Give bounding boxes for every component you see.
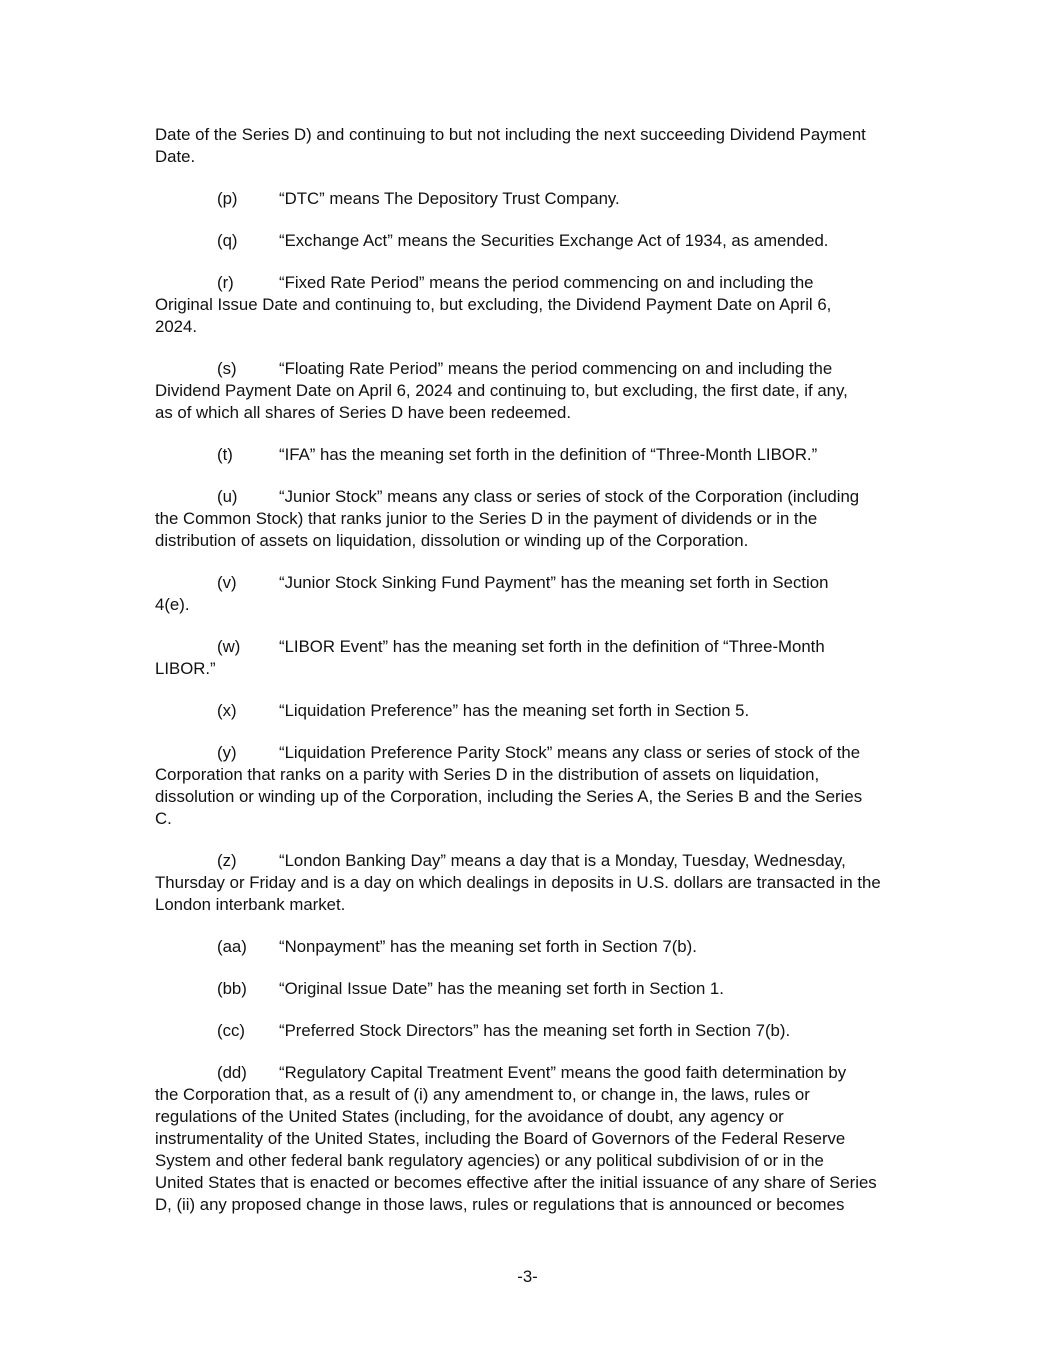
definition-item — [155, 850, 903, 916]
text-line: Corporation that ranks on a parity with Series D in the distribution of assets on liquidation, — [155, 765, 820, 784]
definition-first-line — [155, 636, 903, 658]
item-number: (w) — [217, 637, 241, 656]
definition-item — [155, 572, 903, 616]
definition-item — [155, 1020, 903, 1042]
definition-first-line — [155, 486, 903, 508]
text-line: the Corporation that, as a result of (i) any amendment to, or change in, the laws, rules or — [155, 1085, 810, 1104]
intro-paragraph — [155, 124, 903, 168]
item-number: (z) — [217, 851, 237, 870]
page-number: -3- — [517, 1267, 538, 1286]
text-line: 2024. — [155, 317, 197, 336]
definition-text: “Fixed Rate Period” means the period commencing on and including the — [279, 273, 814, 292]
definition-text: “Preferred Stock Directors” has the meaning set forth in Section 7(b). — [279, 1021, 791, 1040]
definition-item — [155, 1062, 903, 1216]
definition-item — [155, 486, 903, 552]
text-line: United States that is enacted or becomes effective after the initial issuance of any share of Series — [155, 1173, 877, 1192]
definition-first-line — [155, 444, 903, 466]
definition-item — [155, 188, 903, 210]
definition-item — [155, 978, 903, 1000]
definition-text: “London Banking Day” means a day that is a Monday, Tuesday, Wednesday, — [279, 851, 846, 870]
text-line: Date. — [155, 147, 196, 166]
definition-item — [155, 230, 903, 252]
definition-first-line — [155, 742, 903, 764]
definition-first-line — [155, 1062, 903, 1084]
definition-item — [155, 358, 903, 424]
definition-text: “LIBOR Event” has the meaning set forth in the definition of “Three-Month — [279, 637, 825, 656]
text-line: Date of the Series D) and continuing to but not including the next succeeding Dividend Payment — [155, 125, 866, 144]
definition-text: “DTC” means The Depository Trust Company. — [279, 189, 620, 208]
definition-item — [155, 742, 903, 830]
item-number: (p) — [217, 189, 238, 208]
definition-first-line — [155, 230, 903, 252]
definition-first-line — [155, 700, 903, 722]
definition-item — [155, 636, 903, 680]
definition-first-line — [155, 572, 903, 594]
text-line: 4(e). — [155, 595, 190, 614]
definition-first-line — [155, 978, 903, 1000]
definition-list — [155, 188, 903, 1216]
definition-item — [155, 936, 903, 958]
definition-text: “Exchange Act” means the Securities Exchange Act of 1934, as amended. — [279, 231, 829, 250]
text-line: distribution of assets on liquidation, dissolution or winding up of the Corporation. — [155, 531, 749, 550]
definition-first-line — [155, 1020, 903, 1042]
definition-text: “IFA” has the meaning set forth in the definition of “Three-Month LIBOR.” — [279, 445, 818, 464]
text-line: Dividend Payment Date on April 6, 2024 and continuing to, but excluding, the first date, if any, — [155, 381, 848, 400]
document-body — [155, 124, 903, 1236]
text-line: as of which all shares of Series D have been redeemed. — [155, 403, 572, 422]
text-line: regulations of the United States (including, for the avoidance of doubt, any agency or — [155, 1107, 784, 1126]
definition-text: “Liquidation Preference” has the meaning set forth in Section 5. — [279, 701, 750, 720]
definition-first-line — [155, 272, 903, 294]
item-number: (cc) — [217, 1021, 245, 1040]
item-number: (y) — [217, 743, 237, 762]
text-line: London interbank market. — [155, 895, 346, 914]
text-line: D, (ii) any proposed change in those laws, rules or regulations that is announced or becomes — [155, 1195, 845, 1214]
definition-text: “Original Issue Date” has the meaning set forth in Section 1. — [279, 979, 724, 998]
text-line: LIBOR.” — [155, 659, 216, 678]
definition-first-line — [155, 850, 903, 872]
item-number: (r) — [217, 273, 234, 292]
definition-text: “Nonpayment” has the meaning set forth in Section 7(b). — [279, 937, 697, 956]
item-number: (q) — [217, 231, 238, 250]
definition-item — [155, 700, 903, 722]
text-line: the Common Stock) that ranks junior to the Series D in the payment of dividends or in the — [155, 509, 818, 528]
text-line: Thursday or Friday and is a day on which dealings in deposits in U.S. dollars are transacted in the — [155, 873, 881, 892]
definition-text: “Liquidation Preference Parity Stock” means any class or series of stock of the — [279, 743, 861, 762]
item-number: (x) — [217, 701, 237, 720]
definition-text: “Junior Stock” means any class or series of stock of the Corporation (including — [279, 487, 860, 506]
item-number: (dd) — [217, 1063, 247, 1082]
definition-first-line — [155, 188, 903, 210]
item-number: (bb) — [217, 979, 247, 998]
item-number: (u) — [217, 487, 238, 506]
text-line: C. — [155, 809, 172, 828]
item-number: (s) — [217, 359, 237, 378]
item-number: (v) — [217, 573, 237, 592]
definition-first-line — [155, 358, 903, 380]
definition-item — [155, 272, 903, 338]
definition-text: “Regulatory Capital Treatment Event” means the good faith determination by — [279, 1063, 847, 1082]
text-line: instrumentality of the United States, including the Board of Governors of the Federal Reserve — [155, 1129, 846, 1148]
definition-text: “Floating Rate Period” means the period commencing on and including the — [279, 359, 833, 378]
definition-item — [155, 444, 903, 466]
definition-first-line — [155, 936, 903, 958]
item-number: (aa) — [217, 937, 247, 956]
text-line: System and other federal bank regulatory agencies) or any political subdivision of or in the — [155, 1151, 824, 1170]
text-line: dissolution or winding up of the Corporation, including the Series A, the Series B and the Series — [155, 787, 863, 806]
definition-text: “Junior Stock Sinking Fund Payment” has the meaning set forth in Section — [279, 573, 829, 592]
item-number: (t) — [217, 445, 233, 464]
text-line: Original Issue Date and continuing to, but excluding, the Dividend Payment Date on April 6, — [155, 295, 832, 314]
